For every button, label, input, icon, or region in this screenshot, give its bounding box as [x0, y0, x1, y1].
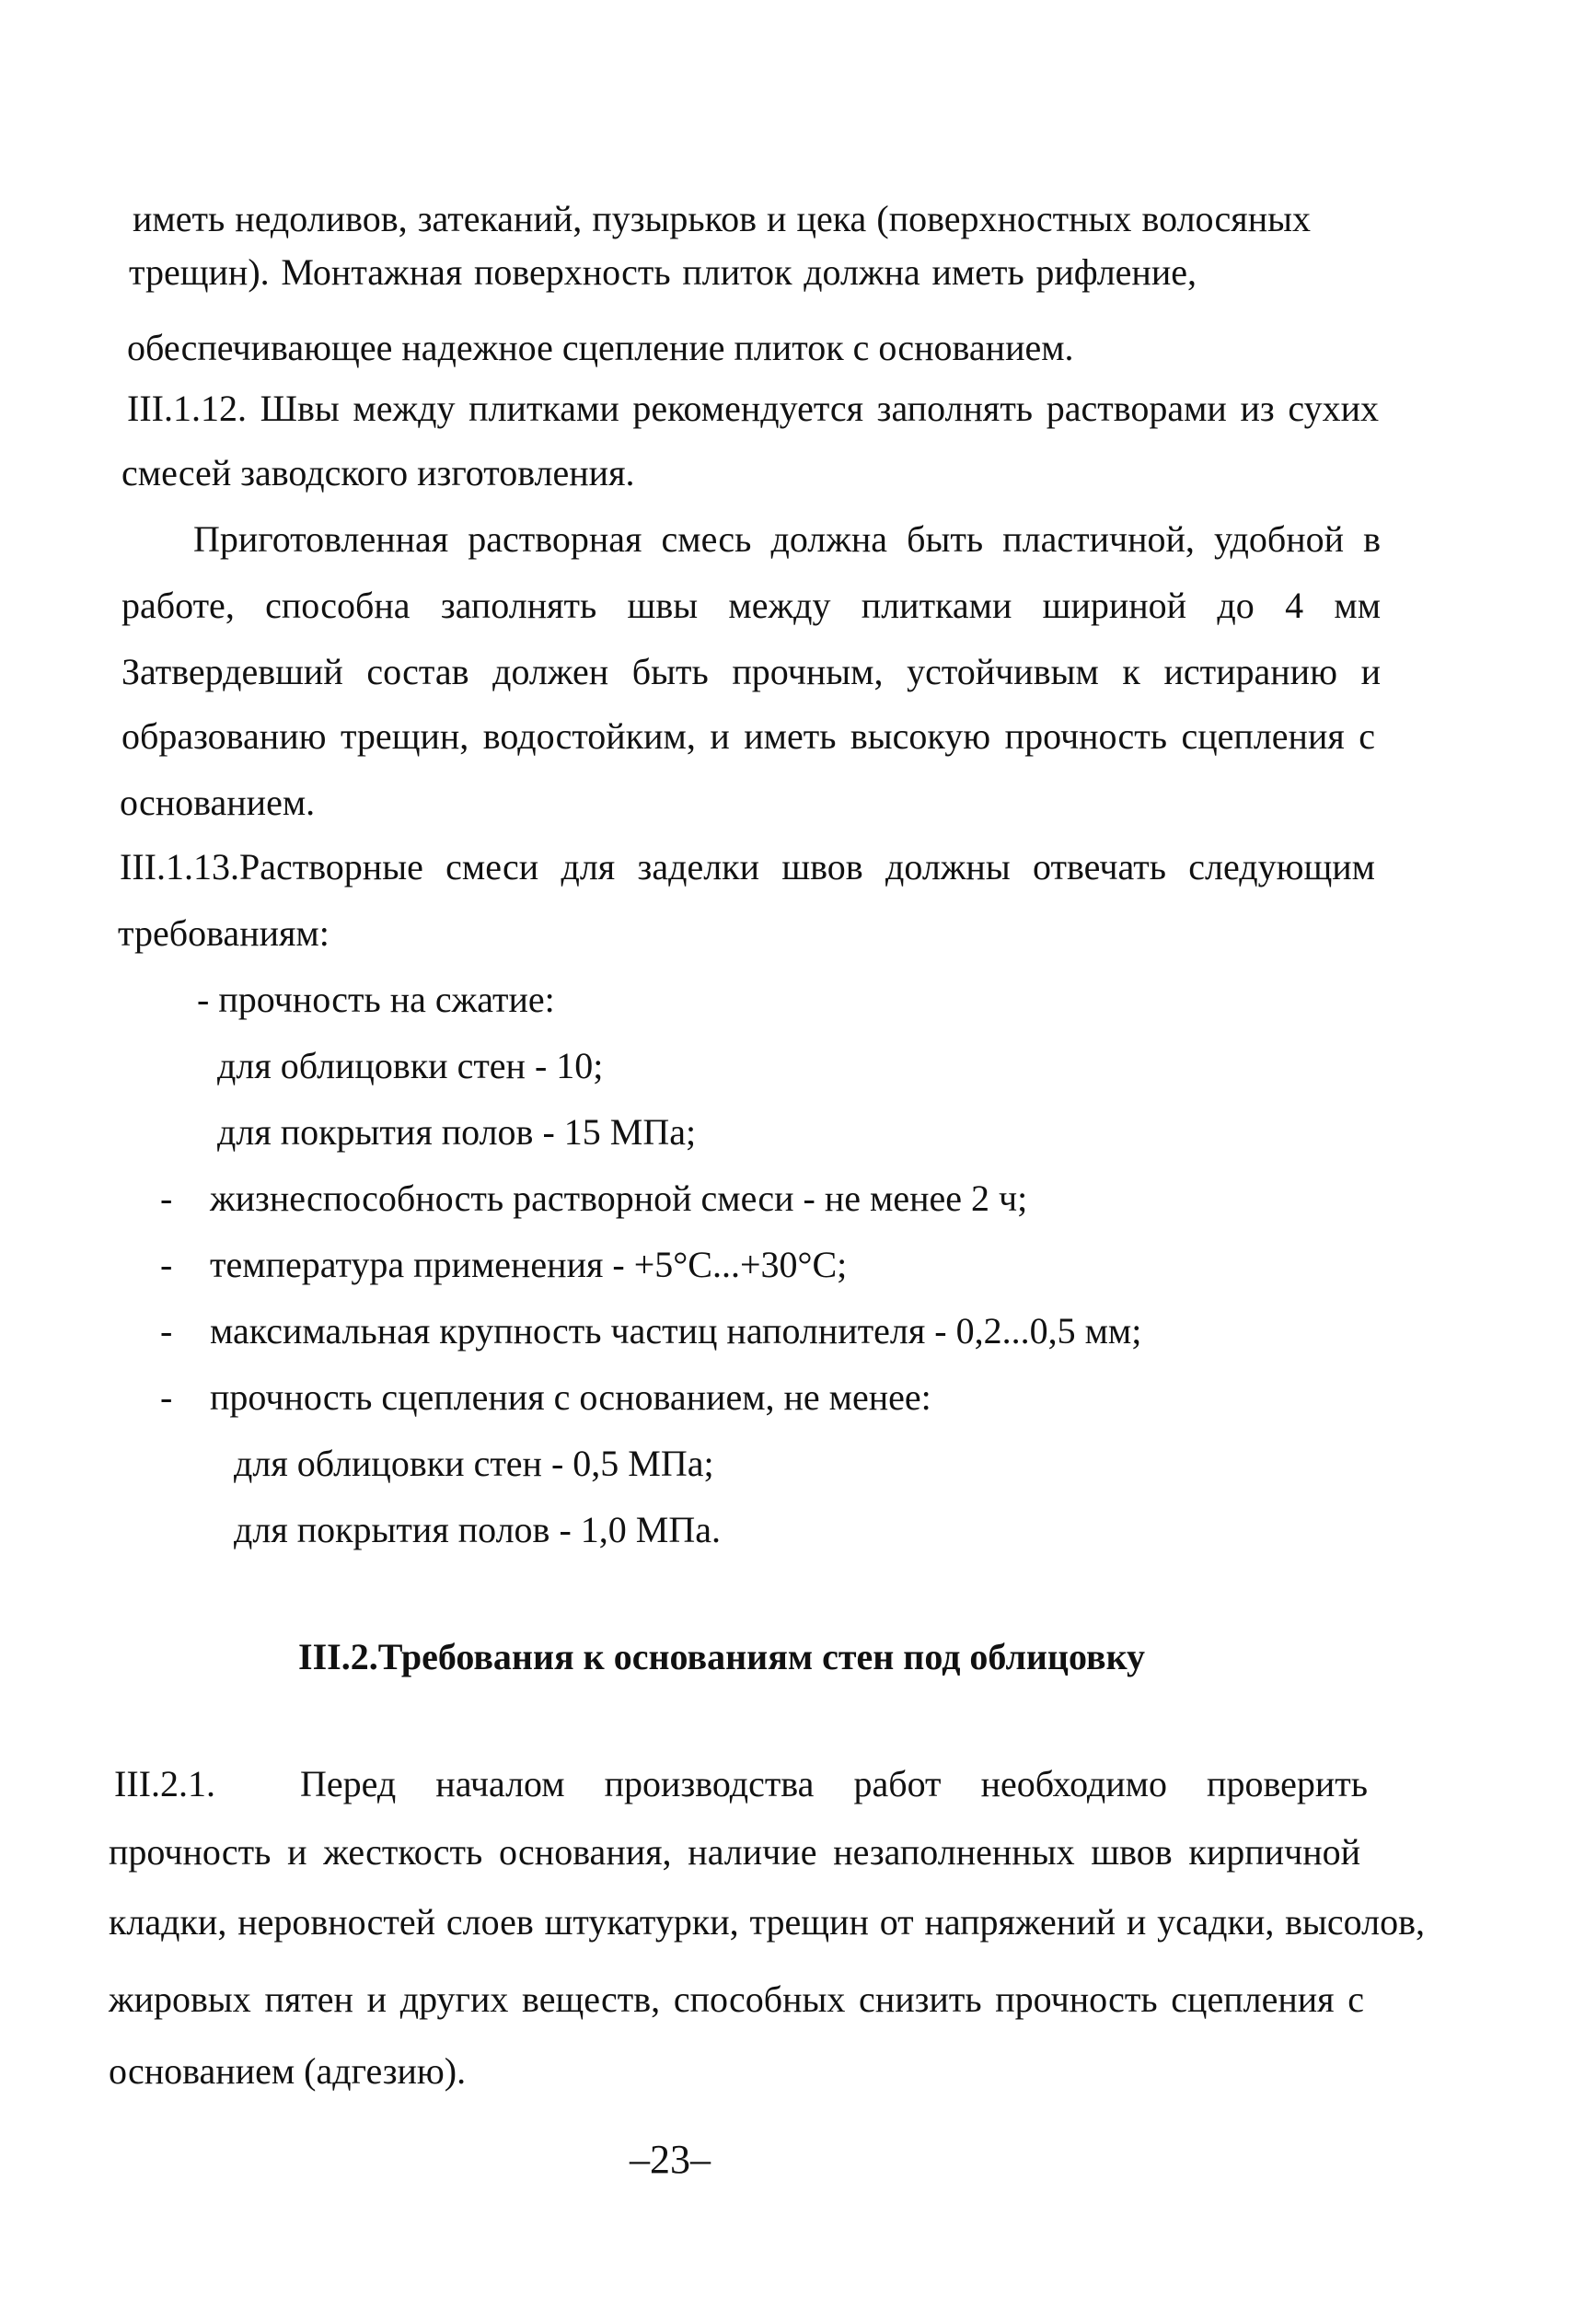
text-line: прочность и жесткость основания, наличие незаполненных швов кирпичной — [109, 1831, 1360, 1873]
list-subitem: для облицовки стен - 0,5 МПа; — [234, 1443, 714, 1484]
text-line: кладки, неровностей слоев штукатурки, трещин от напряжений и усадки, высолов, — [109, 1901, 1425, 1943]
list-item: максимальная крупность частиц наполнителя - 0,2...0,5 мм; — [210, 1310, 1142, 1352]
text-line: III.1.13.Растворные смеси для заделки швов должны отвечать следующим — [120, 846, 1375, 887]
list-dash: - — [160, 1310, 173, 1352]
clause-number: III.2.1. — [114, 1763, 215, 1804]
text-line: смесей заводского изготовления. — [121, 452, 635, 493]
text-line: Приготовленная растворная смесь должна быть пластичной, удобной в — [193, 518, 1381, 560]
list-item: прочность сцепления с основанием, не менее: — [210, 1376, 931, 1418]
list-subitem: для покрытия полов - 15 МПа; — [217, 1111, 697, 1153]
list-dash: - — [160, 1244, 173, 1285]
text-line: обеспечивающее надежное сцепление плиток с основанием. — [127, 327, 1074, 368]
list-subitem: для облицовки стен - 10; — [217, 1045, 604, 1086]
list-subitem: для покрытия полов - 1,0 МПа. — [234, 1509, 721, 1550]
text-line: основанием (адгезию). — [109, 2050, 467, 2092]
text-line: трещин). Монтажная поверхность плиток должна иметь рифление, — [129, 251, 1197, 293]
text-line: Затвердевший состав должен быть прочным, устойчивым к истиранию и — [121, 651, 1381, 692]
text-line: образованию трещин, водостойким, и иметь высокую прочность сцепления с — [121, 715, 1375, 757]
list-item: - прочность на сжатие: — [197, 979, 555, 1020]
list-dash: - — [160, 1376, 173, 1418]
text-line: Перед началом производства работ необходимо проверить — [300, 1763, 1368, 1804]
text-line: III.1.12. Швы между плитками рекомендуется заполнять растворами из сухих — [127, 388, 1379, 429]
list-item: температура применения - +5°С...+30°С; — [210, 1244, 848, 1285]
section-heading: III.2.Требования к основаниям стен под облицовку — [298, 1636, 1146, 1677]
text-line: основанием. — [120, 782, 316, 823]
text-line: требованиям: — [118, 912, 330, 954]
text-line: иметь недоливов, затеканий, пузырьков и цека (поверхностных волосяных — [133, 198, 1311, 239]
page-number: –23– — [630, 2137, 711, 2182]
list-item: жизнеспособность растворной смеси - не менее 2 ч; — [210, 1178, 1028, 1219]
text-line: работе, способна заполнять швы между плитками шириной до 4 мм — [121, 585, 1381, 626]
text-line: жировых пятен и других веществ, способных снизить прочность сцепления с — [109, 1978, 1364, 2020]
list-dash: - — [160, 1178, 173, 1219]
